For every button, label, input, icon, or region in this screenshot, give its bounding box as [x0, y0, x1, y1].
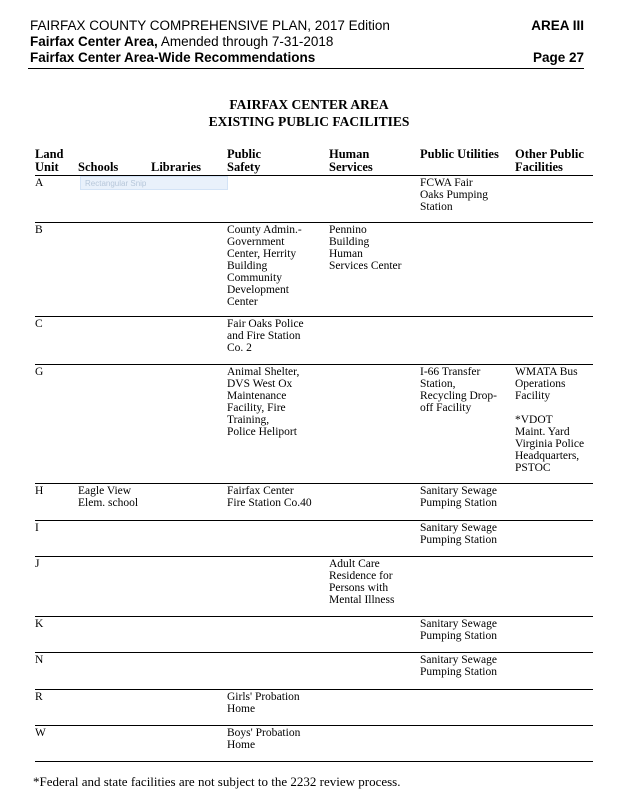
cell-public-utilities: Sanitary Sewage Pumping Station [420, 618, 497, 642]
row-divider [35, 556, 593, 557]
header-page-number: Page 27 [532, 50, 584, 65]
cell-human-services: Adult Care Residence for Persons with Mental Illness [329, 558, 395, 606]
col-header-libraries: Libraries [151, 160, 201, 174]
header-area-label: AREA III [531, 18, 584, 33]
cell-public-utilities: Sanitary Sewage Pumping Station [420, 522, 497, 546]
cell-land-unit: H [35, 485, 44, 497]
row-divider [35, 520, 593, 521]
row-divider [35, 483, 593, 484]
cell-land-unit: G [35, 366, 44, 378]
cell-public-safety: Boys' Probation Home [227, 727, 301, 751]
row-divider [35, 175, 593, 176]
cell-land-unit: I [35, 522, 39, 534]
cell-land-unit: C [35, 318, 43, 330]
col-header-public-safety: Public Safety [227, 147, 262, 174]
row-divider [35, 222, 593, 223]
col-header-schools: Schools [78, 160, 119, 174]
cell-public-safety: Fairfax Center Fire Station Co.40 [227, 485, 312, 509]
cell-public-utilities: I-66 Transfer Station, Recycling Drop- off Facility [420, 366, 497, 414]
cell-other-facilities: WMATA Bus Operations Facility *VDOT Maint. Yard Virginia Police Headquarters, PSTOC [515, 366, 585, 474]
table-bottom-rule [35, 761, 593, 762]
table-header [35, 148, 593, 176]
row-divider [35, 652, 593, 653]
cell-public-safety: Girls' Probation Home [227, 691, 300, 715]
cell-human-services: Pennino Building Human Services Center [329, 224, 402, 272]
doc-title-line2: EXISTING PUBLIC FACILITIES [208, 114, 410, 129]
row-divider [35, 725, 593, 726]
footnote: *Federal and state facilities are not subject to the 2232 review process. [33, 774, 401, 789]
doc-title-line1: FAIRFAX CENTER AREA [229, 97, 389, 112]
row-divider [35, 316, 593, 317]
cell-public-safety: Fair Oaks Police and Fire Station Co. 2 [227, 318, 304, 354]
col-header-public-utilities: Public Utilities [420, 147, 499, 161]
snip-tool-label: Rectangular Snip [80, 176, 228, 190]
cell-land-unit: K [35, 618, 44, 630]
row-divider [35, 364, 593, 365]
header-amended-text: Amended through 7-31-2018 [157, 34, 334, 49]
col-header-other-facilities: Other Public Facilities [515, 147, 584, 174]
cell-public-safety: County Admin.- Government Center, Herrity Building Community Development Center [227, 224, 302, 308]
row-divider [35, 689, 593, 690]
cell-land-unit: W [35, 727, 46, 739]
cell-land-unit: B [35, 224, 43, 236]
cell-land-unit: A [35, 177, 44, 189]
col-header-land-unit: Land Unit [35, 147, 64, 174]
row-divider [35, 616, 593, 617]
cell-land-unit: N [35, 654, 44, 666]
cell-land-unit: J [35, 558, 40, 570]
header-amendment-line [30, 34, 333, 50]
cell-public-utilities: Sanitary Sewage Pumping Station [420, 485, 497, 509]
cell-schools: Eagle View Elem. school [78, 485, 139, 509]
cell-land-unit: R [35, 691, 43, 703]
cell-public-utilities: Sanitary Sewage Pumping Station [420, 654, 497, 678]
header-rule [28, 68, 584, 69]
cell-public-utilities: FCWA Fair Oaks Pumping Station [420, 177, 489, 213]
col-header-human-services: Human Services [329, 147, 373, 174]
cell-public-safety: Animal Shelter, DVS West Ox Maintenance Facility, Fire Training, Police Heliport [227, 366, 300, 438]
header-section-title: Fairfax Center Area-Wide Recommendations [30, 50, 316, 65]
header-plan-title: FAIRFAX COUNTY COMPREHENSIVE PLAN, 2017 Edition [30, 18, 390, 33]
header-area-name: Fairfax Center Area, [30, 34, 158, 49]
